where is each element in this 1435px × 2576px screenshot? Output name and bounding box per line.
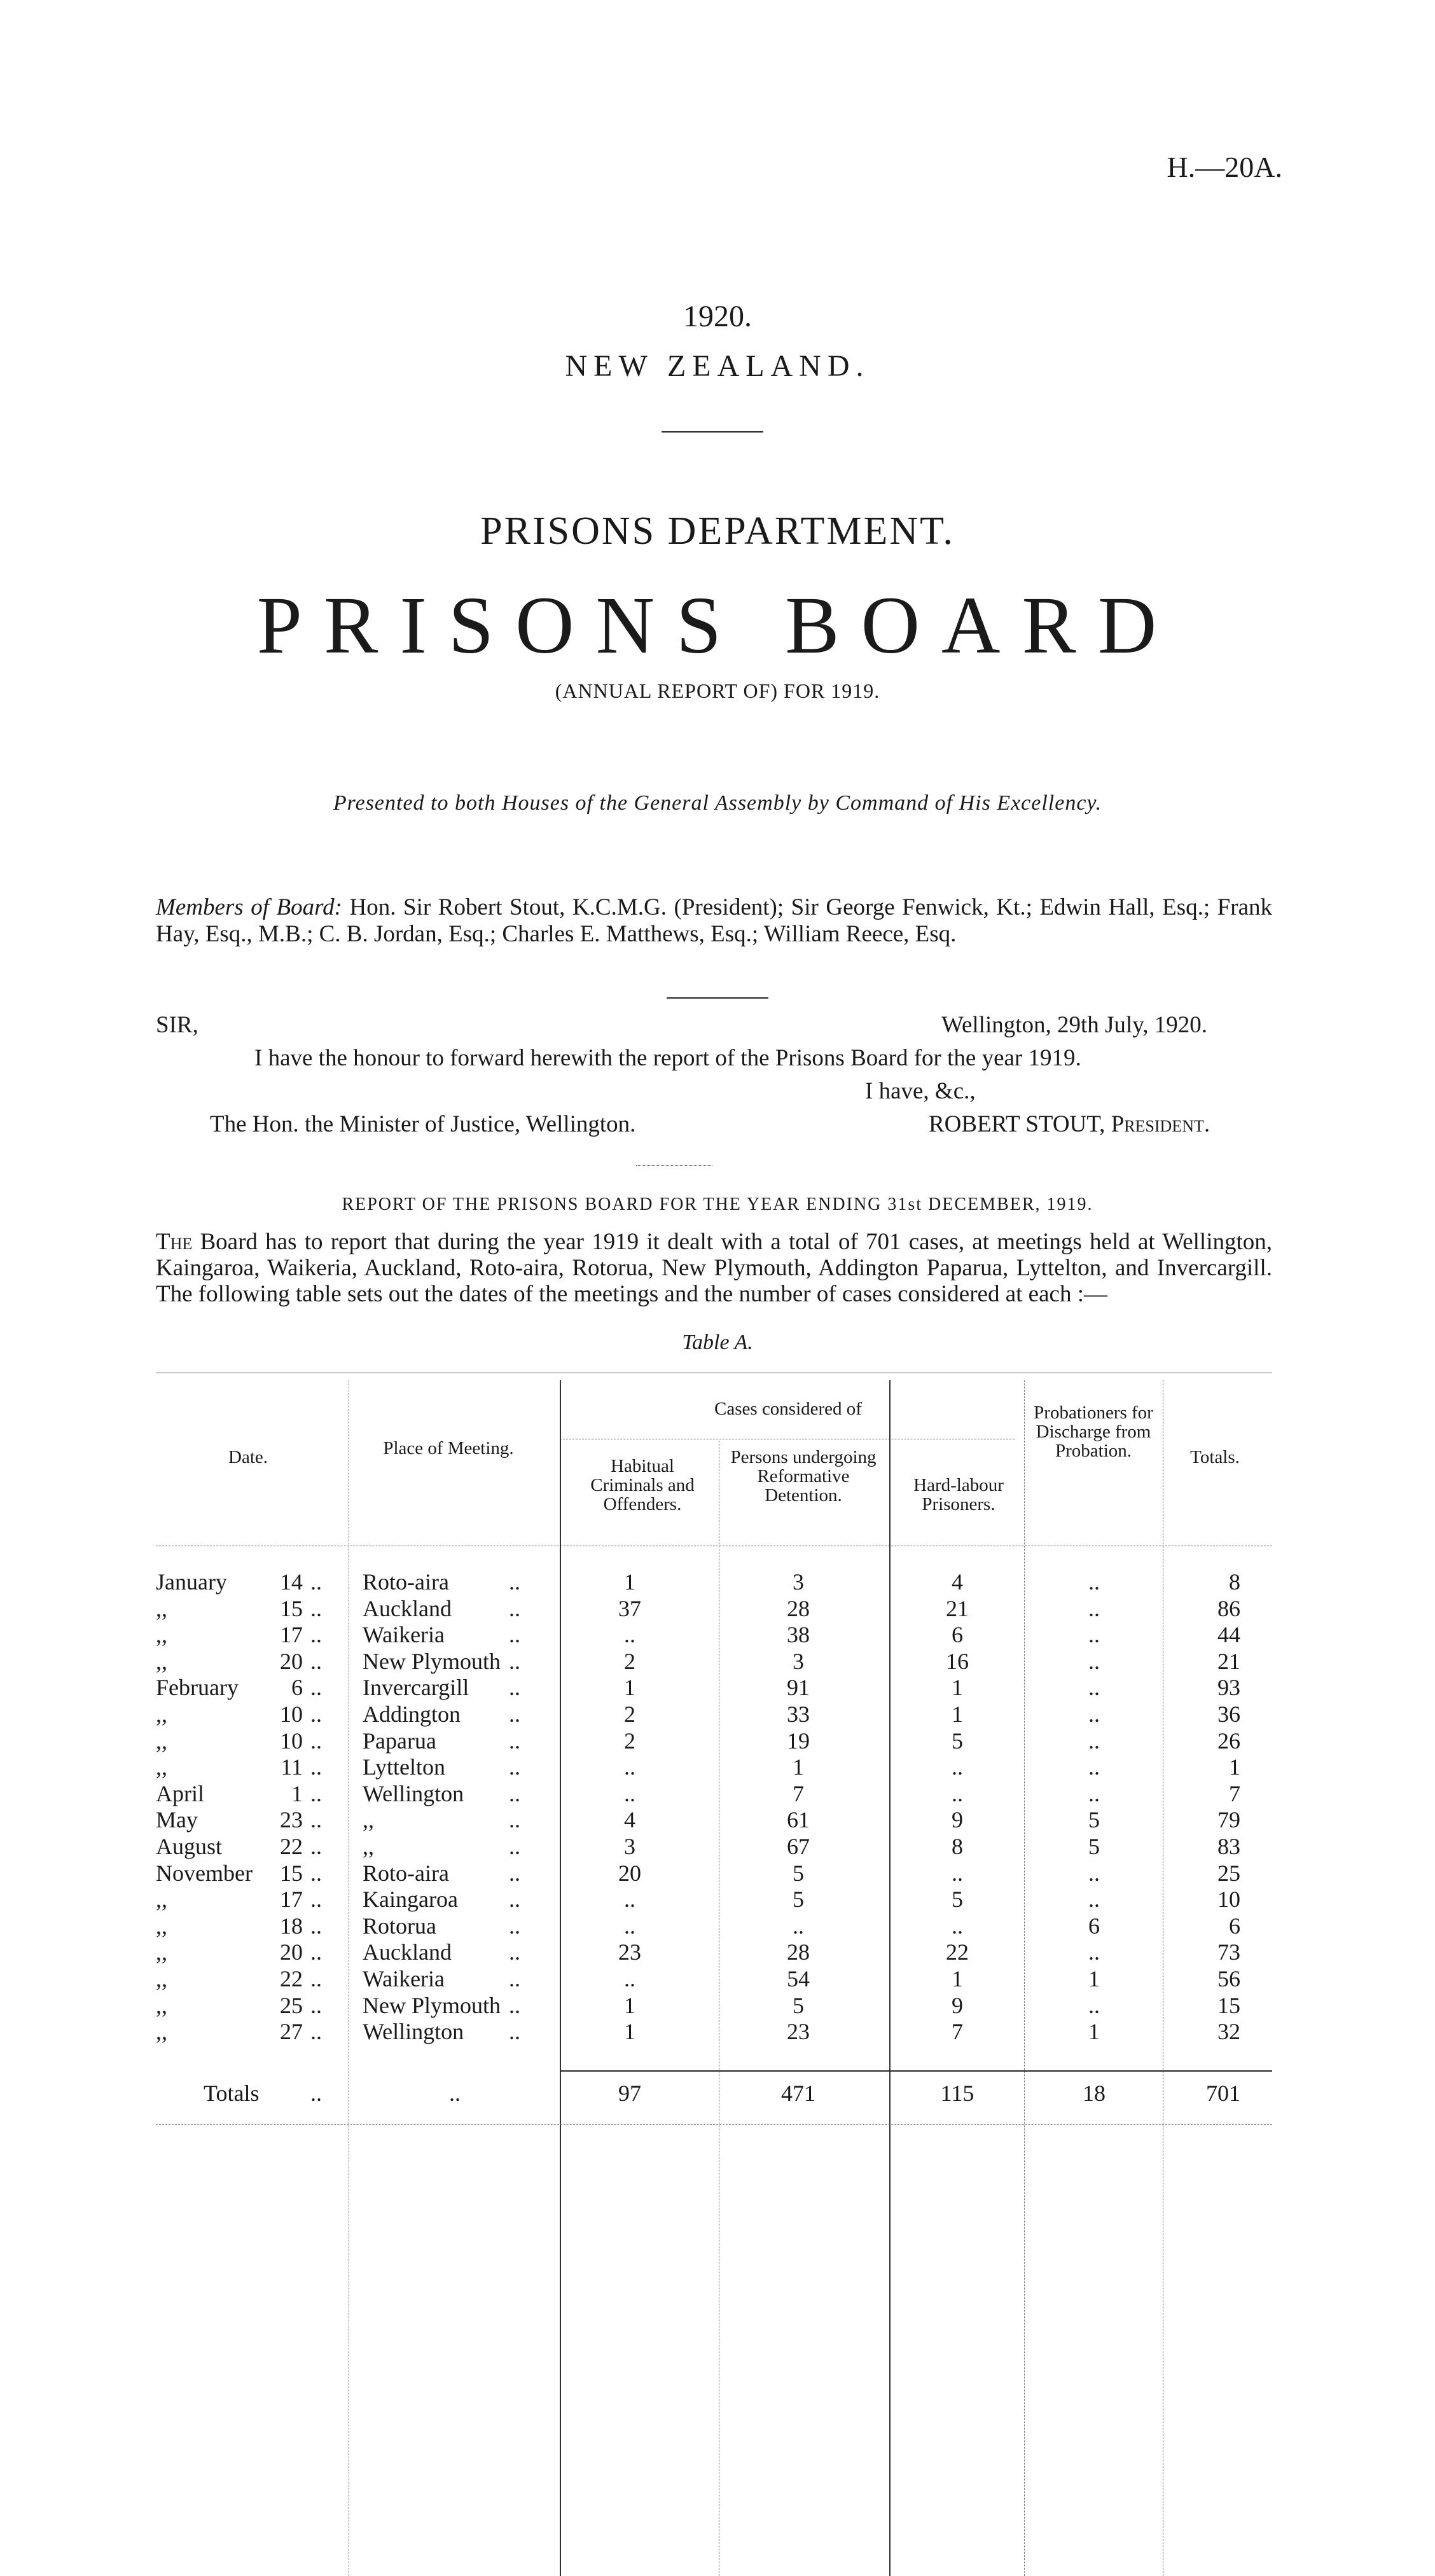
table-row [0,1833,1435,1860]
hardlabour-cell: 1 [952,1701,963,1727]
hardlabour-cell: 1 [952,1966,963,1991]
hardlabour-cell: 16 [946,1648,969,1674]
members-text: Hon. Sir Robert Stout, K.C.M.G. (President); Sir George Fenwick, Kt.; Edwin Hall, Esq.; Frank Hay, Esq., M.B.; C. B. Jordan, Esq.; Charles E. Matthews, Esq.; William Reece, Esq. [156,894,1272,947]
presented-line: Presented to both Houses of the General Assembly by Command of His Excellency. [333,791,1102,815]
hardlabour-cell: 22 [946,1939,969,1965]
month-cell: February [156,1675,239,1701]
totals-habitual: 97 [618,2081,641,2106]
probationers-cell: .. [1088,1569,1100,1595]
habitual-cell: 20 [618,1860,641,1886]
document-reference: H.—20A. [1167,151,1282,183]
probationers-cell: 6 [1088,1913,1100,1939]
total-cell: 36 [1217,1701,1240,1727]
habitual-cell: 4 [624,1807,635,1833]
month-cell: May [156,1807,198,1833]
dots: .. [509,1966,520,1991]
table-row [0,1595,1435,1622]
day-cell: 18 [280,1913,303,1939]
place-cell: ,, [363,1834,374,1859]
day-cell: 15 [280,1860,303,1886]
month-cell: ,, [156,1701,167,1727]
place-cell: Waikeria [363,1966,445,1991]
month-cell: August [156,1834,223,1859]
letter-addressee: The Hon. the Minister of Justice, Wellington. [210,1111,636,1137]
habitual-cell: 3 [624,1834,635,1859]
month-cell: ,, [156,1728,167,1754]
reformative-cell: .. [793,1913,804,1939]
table-row [0,1992,1435,2019]
reformative-cell: 19 [787,1728,810,1754]
document-year: 1920. [683,300,752,333]
probationers-cell: 5 [1088,1834,1100,1859]
habitual-cell: .. [624,1966,635,1991]
table-row [0,1674,1435,1701]
letter-signature: ROBERT STOUT, President. [929,1111,1210,1137]
dots: .. [310,1728,322,1754]
table-row [0,1780,1435,1807]
dots: .. [509,1569,520,1595]
day-cell: 22 [280,1966,303,1991]
dots: .. [310,1939,322,1965]
total-cell: 32 [1217,2019,1240,2045]
table-row [0,1939,1435,1965]
day-cell: 11 [281,1754,303,1780]
habitual-cell: .. [624,1622,635,1648]
total-cell: 8 [1229,1569,1240,1595]
table-bottom-rule [156,2124,1272,2125]
dots: .. [310,1834,322,1859]
probationers-cell: .. [1088,1675,1100,1701]
report-intro-text: Board has to report that during the year 1919 it dealt with a total of 701 cases, at meetings held at Wellington, Kaingaroa, Waikeria, Auckland, Roto-aira, Rotorua, New Plymouth, Addington Paparua, Lyttelton, and Invercargill. The following table sets out the dates of the meetings and the number of cases considered at each :— [156,1229,1273,1307]
totals-probationers: 18 [1083,2081,1106,2106]
dots: .. [310,1595,322,1621]
report-title: REPORT OF THE PRISONS BOARD FOR THE YEAR ENDING 31st DECEMBER, 1919. [342,1195,1093,1214]
dots: .. [310,2081,322,2106]
table-row [0,1806,1435,1833]
month-cell: November [156,1860,253,1886]
reformative-cell: 7 [793,1780,804,1806]
dots: .. [310,1780,322,1806]
place-cell: Rotorua [363,1913,436,1939]
table-row [0,1568,1435,1595]
table-row [0,1701,1435,1728]
reformative-cell: 3 [793,1648,804,1674]
probationers-cell: 1 [1088,1966,1100,1991]
reformative-cell: 91 [787,1675,810,1701]
dots: .. [509,1595,520,1621]
dots: .. [310,1887,322,1913]
header-probationers: Probationers for Discharge from Probation. [1034,1402,1153,1461]
reformative-cell: 28 [787,1595,810,1621]
month-cell: ,, [156,1966,167,1991]
habitual-cell: .. [624,1887,635,1913]
month-cell: ,, [156,1648,167,1674]
department-heading: PRISONS DEPARTMENT. [480,509,955,553]
hardlabour-cell: 4 [952,1569,963,1595]
place-cell: Invercargill [363,1675,469,1701]
dots: .. [509,1860,520,1886]
reformative-cell: 54 [787,1966,810,1991]
table-row [0,1860,1435,1887]
month-cell: January [156,1569,227,1595]
dots: .. [509,1913,520,1939]
place-cell: New Plymouth [363,1648,501,1674]
dots: .. [509,1834,520,1859]
probationers-cell: .. [1088,1992,1100,2018]
habitual-cell: .. [624,1780,635,1806]
totals-reformative: 471 [781,2081,815,2106]
dots: .. [310,1648,322,1674]
place-cell: ,, [363,1807,374,1833]
table-title: Table A. [682,1331,753,1354]
letter-place-date: Wellington, 29th July, 1920. [941,1012,1208,1038]
place-cell: Addington [363,1701,461,1727]
hardlabour-cell: 9 [952,1992,963,2018]
probationers-cell: .. [1088,1780,1100,1806]
table-row [0,1728,1435,1754]
table-row [0,1621,1435,1648]
day-cell: 22 [280,1834,303,1859]
dots: .. [509,1754,520,1780]
total-cell: 83 [1217,1834,1240,1859]
place-cell: Waikeria [363,1622,445,1648]
day-cell: 17 [280,1622,303,1648]
total-cell: 21 [1217,1648,1240,1674]
place-cell: Roto-aira [363,1569,449,1595]
month-cell: ,, [156,1939,167,1965]
table-row [0,1965,1435,1992]
probationers-cell: .. [1088,1860,1100,1886]
hardlabour-cell: 21 [946,1595,969,1621]
reformative-cell: 33 [787,1701,810,1727]
reformative-cell: 23 [787,2019,810,2045]
dots: .. [310,1966,322,1991]
header-totals: Totals. [1190,1447,1240,1467]
dots: .. [509,1622,520,1648]
dots: .. [509,1780,520,1806]
month-cell: ,, [156,2019,167,2045]
dots: .. [509,1939,520,1965]
header-habitual: Habitual Criminals and Offenders. [590,1456,695,1514]
report-intro-lead: The [156,1229,193,1255]
totals-row [0,2080,1435,2107]
dots: .. [509,2019,520,2045]
probationers-cell: .. [1088,1701,1100,1727]
letter-body: I have the honour to forward herewith the report of the Prisons Board for the year 1919. [254,1045,1081,1071]
document-subtitle: (ANNUAL REPORT OF) FOR 1919. [555,679,880,702]
hardlabour-cell: 5 [952,1728,963,1754]
place-cell: Paparua [363,1728,436,1754]
hardlabour-cell: 8 [952,1834,963,1859]
place-cell: Auckland [363,1595,452,1621]
table-row [0,1886,1435,1913]
reformative-cell: 5 [793,1992,804,2018]
country-heading: NEW ZEALAND. [565,349,870,383]
probationers-cell: .. [1088,1939,1100,1965]
document-title: PRISONS BOARD [256,580,1179,670]
probationers-cell: .. [1088,1595,1100,1621]
day-cell: 10 [280,1701,303,1727]
hardlabour-cell: .. [952,1860,963,1886]
day-cell: 10 [280,1728,303,1754]
probationers-cell: .. [1088,1728,1100,1754]
habitual-cell: 1 [624,1675,635,1701]
day-cell: 27 [280,2019,303,2045]
day-cell: 1 [291,1780,303,1806]
dots: .. [310,1807,322,1833]
header-place: Place of Meeting. [383,1438,514,1458]
dots: .. [310,1860,322,1886]
day-cell: 23 [280,1807,303,1833]
habitual-cell: 23 [618,1939,641,1965]
total-cell: 56 [1217,1966,1240,1991]
month-cell: ,, [156,1754,167,1780]
table-row [0,1754,1435,1780]
dots: .. [310,1622,322,1648]
dots: .. [449,2081,461,2106]
reformative-cell: 1 [793,1754,804,1780]
hardlabour-cell: .. [952,1780,963,1806]
total-cell: 44 [1217,1622,1240,1648]
total-cell: 10 [1217,1887,1240,1913]
day-cell: 14 [280,1569,303,1595]
salutation: SIR, [156,1012,198,1038]
dots: .. [509,1648,520,1674]
probationers-cell: .. [1088,1648,1100,1674]
hardlabour-cell: 7 [952,2019,963,2045]
place-cell: Kaingaroa [363,1887,458,1913]
habitual-cell: 2 [624,1648,635,1674]
total-cell: 26 [1217,1728,1240,1754]
dots: .. [509,1887,520,1913]
members-prefix: Members of Board: [156,894,342,920]
month-cell: ,, [156,1992,167,2018]
totals-hardlabour: 115 [940,2081,974,2106]
table-row [0,1648,1435,1675]
table-row [0,1913,1435,1939]
total-cell: 25 [1217,1860,1240,1886]
dots: .. [509,1675,520,1701]
dots: .. [509,1701,520,1727]
dots: .. [509,1992,520,2018]
habitual-cell: 2 [624,1701,635,1727]
reformative-cell: 28 [787,1939,810,1965]
reformative-cell: 5 [793,1860,804,1886]
header-date: Date. [228,1447,268,1467]
hardlabour-cell: 9 [952,1807,963,1833]
reformative-cell: 5 [793,1887,804,1913]
place-cell: New Plymouth [363,1992,501,2018]
day-cell: 25 [280,1992,303,2018]
table-row [0,2018,1435,2045]
dots: .. [509,1728,520,1754]
day-cell: 20 [280,1648,303,1674]
habitual-cell: 1 [624,1992,635,2018]
hardlabour-cell: .. [952,1913,963,1939]
day-cell: 20 [280,1939,303,1965]
month-cell: ,, [156,1913,167,1939]
habitual-cell: 2 [624,1728,635,1754]
dots: .. [310,1992,322,2018]
dots: .. [310,1701,322,1727]
hardlabour-cell: .. [952,1754,963,1780]
probationers-cell: .. [1088,1887,1100,1913]
totals-rule [560,2070,1272,2072]
header-cases-group: Cases considered of [714,1399,862,1419]
hardlabour-cell: 5 [952,1887,963,1913]
probationers-cell: .. [1088,1622,1100,1648]
hardlabour-cell: 1 [952,1675,963,1701]
habitual-cell: .. [624,1913,635,1939]
day-cell: 15 [280,1595,303,1621]
totals-label: Totals [204,2081,260,2106]
month-cell: ,, [156,1887,167,1913]
dots: .. [310,1675,322,1701]
place-cell: Wellington [363,1780,464,1806]
reformative-cell: 67 [787,1834,810,1859]
total-cell: 86 [1217,1595,1240,1621]
habitual-cell: 1 [624,1569,635,1595]
month-cell: April [156,1780,204,1806]
total-cell: 73 [1217,1939,1240,1965]
reformative-cell: 38 [787,1622,810,1648]
dots: .. [310,1913,322,1939]
day-cell: 17 [280,1887,303,1913]
month-cell: ,, [156,1595,167,1621]
month-cell: ,, [156,1622,167,1648]
place-cell: Wellington [363,2019,464,2045]
header-reformative: Persons undergoing Reformative Detention. [730,1447,877,1506]
total-cell: 79 [1217,1807,1240,1833]
dots: .. [310,1754,322,1780]
letter-closing: I have, &c., [865,1078,976,1104]
reformative-cell: 61 [787,1807,810,1833]
place-cell: Lyttelton [363,1754,445,1780]
probationers-cell: 1 [1088,2019,1100,2045]
total-cell: 6 [1229,1913,1240,1939]
place-cell: Roto-aira [363,1860,449,1886]
habitual-cell: 37 [618,1595,641,1621]
dots: .. [509,1807,520,1833]
habitual-cell: 1 [624,2019,635,2045]
totals-total: 701 [1206,2081,1240,2106]
header-hardlabour: Hard-labour Prisoners. [913,1475,1004,1514]
total-cell: 1 [1229,1754,1240,1780]
total-cell: 93 [1217,1675,1240,1701]
hardlabour-cell: 6 [952,1622,963,1648]
probationers-cell: .. [1088,1754,1100,1780]
probationers-cell: 5 [1088,1807,1100,1833]
dots: .. [310,2019,322,2045]
reformative-cell: 3 [793,1569,804,1595]
total-cell: 7 [1229,1780,1240,1806]
day-cell: 6 [291,1675,303,1701]
place-cell: Auckland [363,1939,452,1965]
dots: .. [310,1569,322,1595]
habitual-cell: .. [624,1754,635,1780]
total-cell: 15 [1217,1992,1240,2018]
